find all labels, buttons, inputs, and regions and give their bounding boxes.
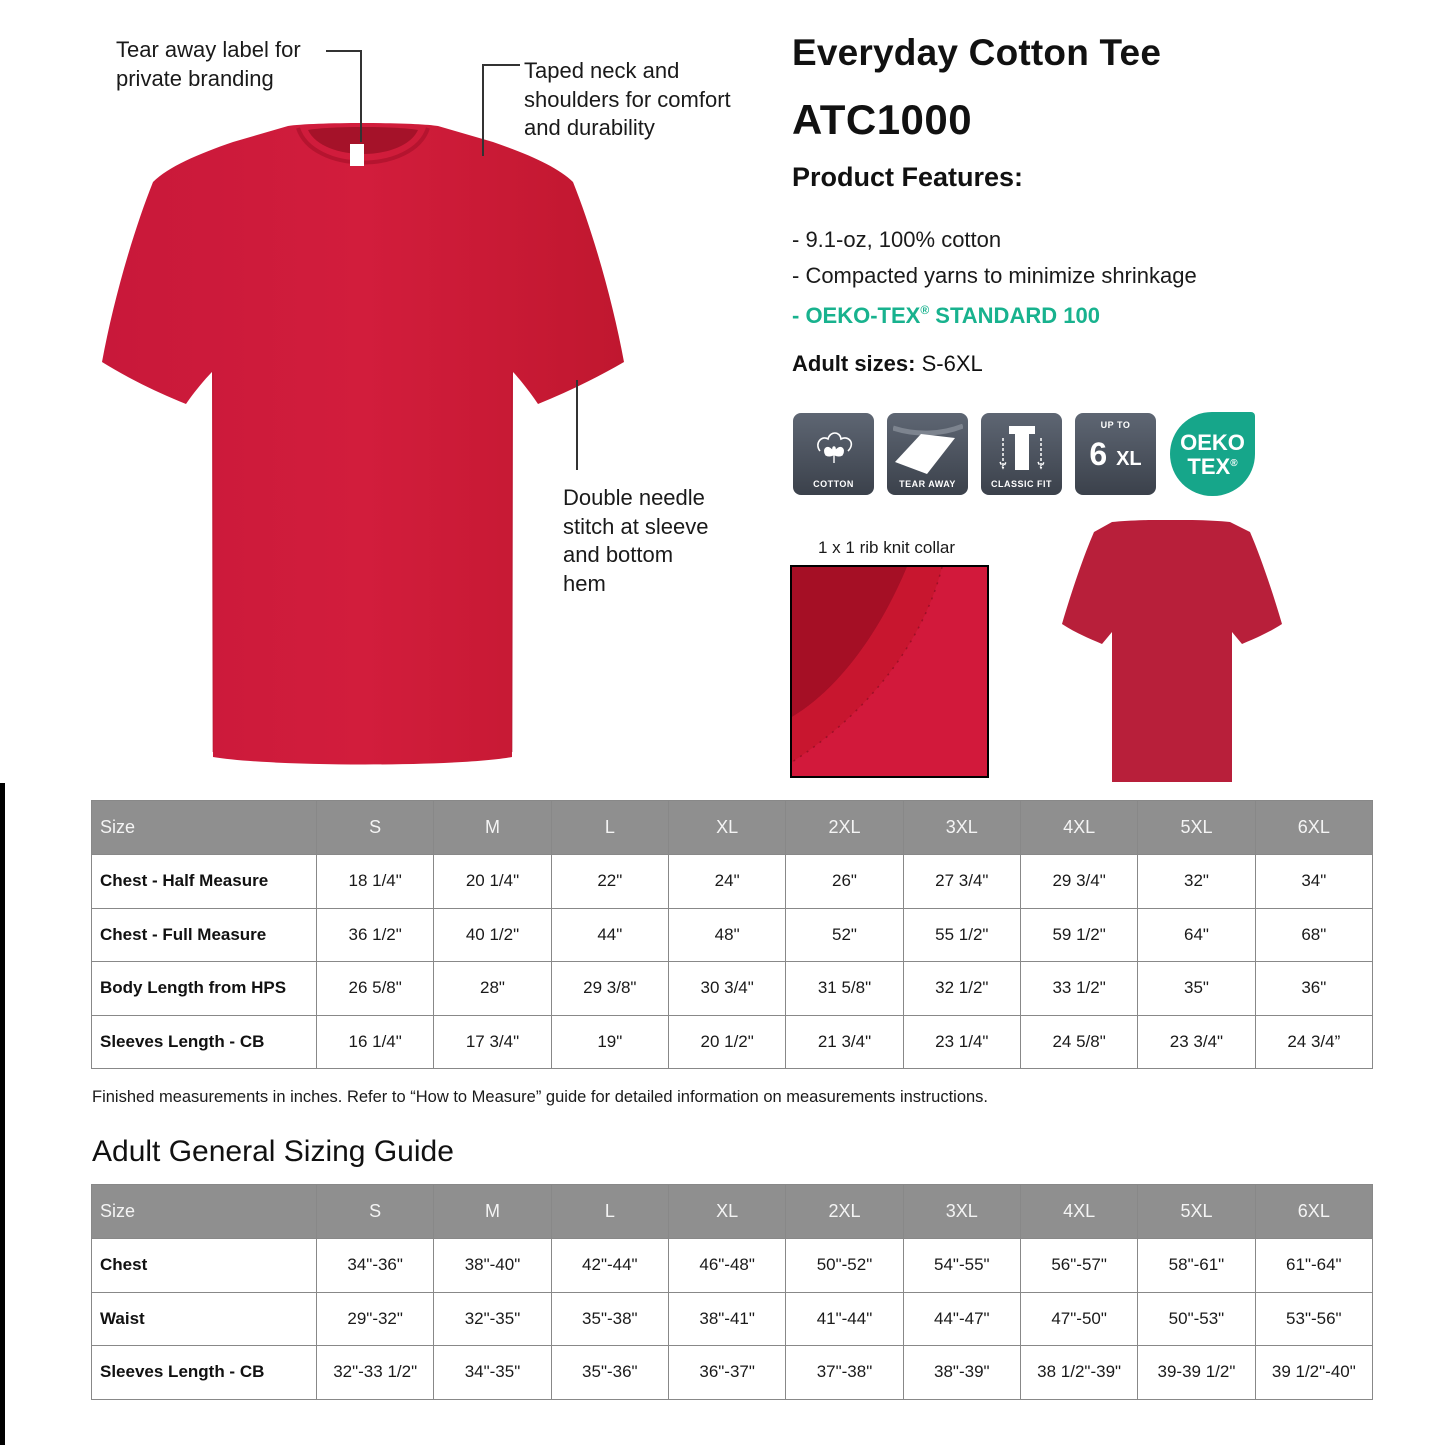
rib-knit-collar-closeup	[790, 565, 989, 778]
table-cell: 24 5/8"	[1020, 1015, 1137, 1069]
badge-tear-away	[887, 413, 968, 495]
table-cell: 24 3/4”	[1255, 1015, 1372, 1069]
table-cell: 18 1/4"	[317, 855, 434, 909]
table-header-row	[92, 1185, 1373, 1239]
leader-line-label-h	[326, 50, 361, 52]
left-edge-bar	[0, 783, 5, 1445]
features-list	[792, 222, 1197, 334]
product-sku: ATC1000	[792, 96, 973, 143]
table-row	[92, 1346, 1373, 1400]
callout-taped-neck	[524, 57, 754, 143]
table-cell: 38"-40"	[434, 1239, 551, 1293]
table-cell: 26 5/8"	[317, 962, 434, 1016]
classic-fit-shirt-icon	[981, 423, 1062, 475]
column-header: 4XL	[1020, 1185, 1137, 1239]
callout-line: shoulders for comfort	[524, 86, 731, 112]
table-cell: 19"	[551, 1015, 668, 1069]
table-cell: 23 3/4"	[1138, 1015, 1255, 1069]
measurement-footnote: Finished measurements in inches. Refer to “How to Measure” guide for detailed information on measurements instructions.	[92, 1088, 989, 1106]
table-cell: 24"	[668, 855, 785, 909]
callout-line: and bottom	[563, 542, 674, 567]
badge-up-to-6xl	[1075, 413, 1156, 495]
table-cell: 32"-35"	[434, 1292, 551, 1346]
sizing-guide-title: Adult General Sizing Guide	[92, 1135, 454, 1168]
oeko-line1: OEKO	[1180, 429, 1245, 455]
table-cell: 46"-48"	[668, 1239, 785, 1293]
table-cell: 37"-38"	[786, 1346, 903, 1400]
table-cell: 58"-61"	[1138, 1239, 1255, 1293]
oeko-line2	[1170, 453, 1255, 477]
table-cell: 20 1/2"	[668, 1015, 785, 1069]
registered-mark: ®	[920, 303, 930, 317]
badge-cotton	[793, 413, 874, 495]
column-header: 5XL	[1138, 1185, 1255, 1239]
row-label: Chest	[92, 1239, 317, 1293]
table-cell: 44"	[551, 908, 668, 962]
table-cell: 33 1/2"	[1020, 962, 1137, 1016]
table-cell: 31 5/8"	[786, 962, 903, 1016]
table-row	[92, 1239, 1373, 1293]
table-cell: 59 1/2"	[1020, 908, 1137, 962]
row-label: Body Length from HPS	[92, 962, 317, 1016]
table-cell: 53"-56"	[1255, 1292, 1372, 1346]
badge-classic-fit	[981, 413, 1062, 495]
table-row	[92, 1292, 1373, 1346]
column-header: Size	[92, 801, 317, 855]
table-cell: 54"-55"	[903, 1239, 1020, 1293]
leader-line-stitch-v	[576, 380, 578, 470]
table-cell: 55 1/2"	[903, 908, 1020, 962]
sizes-value: S-6XL	[915, 351, 983, 376]
table-cell: 50"-52"	[786, 1239, 903, 1293]
callout-line: stitch at sleeve	[563, 513, 709, 539]
table-cell: 38"-41"	[668, 1292, 785, 1346]
callout-line: private branding	[116, 65, 274, 91]
table-cell: 47"-50"	[1020, 1292, 1137, 1346]
oeko-suffix: STANDARD 100	[929, 303, 1100, 328]
row-label: Chest - Half Measure	[92, 855, 317, 909]
row-label: Waist	[92, 1292, 317, 1346]
table-cell: 17 3/4"	[434, 1015, 551, 1069]
column-header: 4XL	[1020, 801, 1137, 855]
tex-text: TEX	[1187, 453, 1231, 479]
table-header-row	[92, 801, 1373, 855]
sizes-label: Adult sizes:	[792, 351, 916, 376]
table-cell: 48"	[668, 908, 785, 962]
column-header: 2XL	[786, 1185, 903, 1239]
callout-line: Taped neck and	[524, 58, 680, 83]
feature-item: - Compacted yarns to minimize shrinkage	[792, 262, 1197, 288]
table-cell: 42"-44"	[551, 1239, 668, 1293]
column-header: L	[551, 1185, 668, 1239]
column-header: XL	[668, 801, 785, 855]
table-cell: 41"-44"	[786, 1292, 903, 1346]
table-cell: 30 3/4"	[668, 962, 785, 1016]
table-cell: 22"	[551, 855, 668, 909]
leader-line-neck-h	[482, 64, 520, 66]
table-cell: 36"-37"	[668, 1346, 785, 1400]
measurement-table	[91, 800, 1373, 1069]
table-cell: 35"-38"	[551, 1292, 668, 1346]
callout-tear-away-label	[116, 36, 326, 93]
table-cell: 39-39 1/2"	[1138, 1346, 1255, 1400]
feature-badges	[793, 412, 1255, 496]
badge-up-to-label: UP TO	[1100, 420, 1131, 430]
column-header: S	[317, 1185, 434, 1239]
table-cell: 36 1/2"	[317, 908, 434, 962]
tear-away-label-icon	[887, 423, 968, 475]
table-cell: 27 3/4"	[903, 855, 1020, 909]
table-cell: 34"-36"	[317, 1239, 434, 1293]
column-header: L	[551, 801, 668, 855]
column-header: 3XL	[903, 1185, 1020, 1239]
table-cell: 32 1/2"	[903, 962, 1020, 1016]
badge-6xl	[1075, 436, 1156, 473]
table-cell: 26"	[786, 855, 903, 909]
table-cell: 35"	[1138, 962, 1255, 1016]
table-cell: 50"-53"	[1138, 1292, 1255, 1346]
callout-line: Tear away label for	[116, 37, 301, 62]
row-label: Sleeves Length - CB	[92, 1346, 317, 1400]
product-title: Everyday Cotton Tee	[792, 32, 1162, 73]
xl-label: XL	[1116, 448, 1142, 470]
table-cell: 61"-64"	[1255, 1239, 1372, 1293]
cotton-flower-icon	[793, 423, 874, 475]
adult-sizes	[792, 351, 983, 377]
column-header: 5XL	[1138, 801, 1255, 855]
leader-line-neck-v	[482, 64, 484, 156]
table-row	[92, 908, 1373, 962]
table-cell: 34"	[1255, 855, 1372, 909]
badge-label: COTTON	[813, 479, 854, 489]
table-cell: 52"	[786, 908, 903, 962]
table-cell: 36"	[1255, 962, 1372, 1016]
table-cell: 28"	[434, 962, 551, 1016]
table-row	[92, 962, 1373, 1016]
column-header: 2XL	[786, 801, 903, 855]
callout-line: and durability	[524, 115, 655, 140]
table-cell: 32"	[1138, 855, 1255, 909]
registered-mark: ®	[1230, 457, 1238, 469]
table-row	[92, 855, 1373, 909]
table-cell: 16 1/4"	[317, 1015, 434, 1069]
column-header: S	[317, 801, 434, 855]
sizing-guide-table	[91, 1184, 1373, 1400]
table-cell: 39 1/2"-40"	[1255, 1346, 1372, 1400]
feature-item-oeko	[792, 293, 1197, 334]
column-header: M	[434, 1185, 551, 1239]
feature-item: - 9.1-oz, 100% cotton	[792, 227, 1002, 252]
table-cell: 40 1/2"	[434, 908, 551, 962]
oeko-prefix: - OEKO-TEX	[792, 303, 921, 328]
table-cell: 21 3/4"	[786, 1015, 903, 1069]
tshirt-back-image	[1060, 520, 1284, 784]
table-cell: 32"-33 1/2"	[317, 1346, 434, 1400]
collar-caption: 1 x 1 rib knit collar	[818, 538, 955, 557]
column-header: 6XL	[1255, 801, 1372, 855]
table-cell: 35"-36"	[551, 1346, 668, 1400]
column-header: Size	[92, 1185, 317, 1239]
table-cell: 34"-35"	[434, 1346, 551, 1400]
badge-label: TEAR AWAY	[899, 479, 956, 489]
table-row	[92, 1015, 1373, 1069]
column-header: M	[434, 801, 551, 855]
features-heading: Product Features:	[792, 162, 1024, 192]
callout-double-needle	[563, 484, 733, 598]
table-cell: 38 1/2"-39"	[1020, 1346, 1137, 1400]
table-cell: 68"	[1255, 908, 1372, 962]
table-cell: 29"-32"	[317, 1292, 434, 1346]
column-header: 6XL	[1255, 1185, 1372, 1239]
oeko-tex-logo	[1170, 412, 1255, 496]
table-cell: 29 3/4"	[1020, 855, 1137, 909]
callout-line: Double needle	[563, 485, 705, 510]
table-cell: 20 1/4"	[434, 855, 551, 909]
tshirt-front-image	[98, 122, 628, 772]
table-cell: 56"-57"	[1020, 1239, 1137, 1293]
row-label: Sleeves Length - CB	[92, 1015, 317, 1069]
table-cell: 64"	[1138, 908, 1255, 962]
table-cell: 38"-39"	[903, 1346, 1020, 1400]
table-cell: 29 3/8"	[551, 962, 668, 1016]
table-cell: 44"-47"	[903, 1292, 1020, 1346]
callout-line: hem	[563, 570, 606, 596]
collar-closeup-image	[792, 567, 989, 778]
row-label: Chest - Full Measure	[92, 908, 317, 962]
table-cell: 23 1/4"	[903, 1015, 1020, 1069]
leader-line-label-v	[360, 50, 362, 142]
six-number: 6	[1089, 436, 1108, 472]
badge-label: CLASSIC FIT	[991, 479, 1052, 489]
column-header: XL	[668, 1185, 785, 1239]
column-header: 3XL	[903, 801, 1020, 855]
